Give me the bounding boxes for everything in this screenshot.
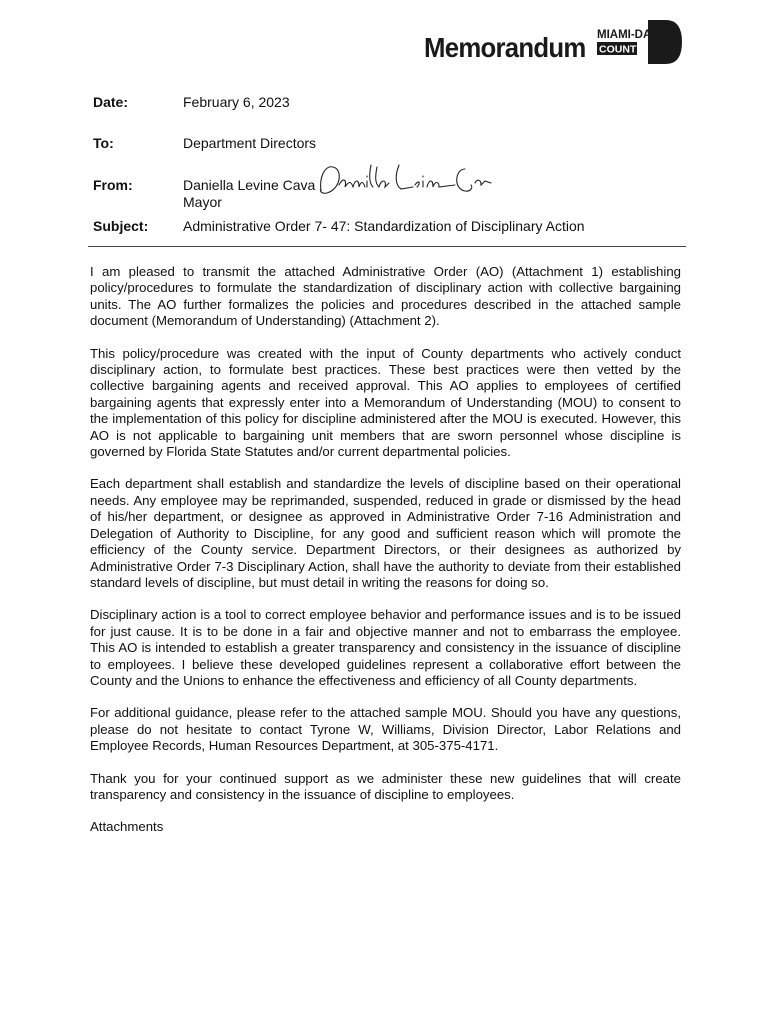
body-paragraph-5: For additional guidance, please refer to the attached sample MOU. Should you have any questions, please do not hesitate to contact Tyrone W, Williams, Division Director, Labor Relations and Employee Records, Human Resources Department, at 305-375-4171.: [90, 705, 681, 754]
body-paragraph-1: I am pleased to transmit the attached Administrative Order (AO) (Attachment 1) establishing policy/procedures to formulate the standardization of disciplinary action with collective bargaining units. The AO further formalizes the policies and procedures described in the attached sample document (Memorandum of Understanding) (Attachment 2).: [90, 264, 681, 329]
header-divider: [88, 246, 686, 247]
date-value: February 6, 2023: [183, 94, 290, 110]
from-title: Mayor: [183, 194, 222, 210]
miami-dade-county-logo: [596, 18, 684, 66]
date-label: Date:: [93, 94, 129, 110]
subject-value: Administrative Order 7- 47: Standardization of Disciplinary Action: [183, 218, 585, 234]
body-paragraph-2: This policy/procedure was created with the input of County departments who actively conduct disciplinary action, to formulate best practices. These best practices were then vetted by the collective bargaining agents and received approval. This AO applies to employees of certified bargaining agents that expressly enter into a Memorandum of Understanding (MOU) to consent to the implementation of this policy for discipline administered after the MOU is executed. However, this AO is not applicable to bargaining unit members that are sworn personnel whose discipline is governed by Florida State Statutes and/or current departmental policies.: [90, 345, 681, 460]
logo-line2-text: COUNTY: [599, 43, 644, 56]
to-value: Department Directors: [183, 135, 317, 151]
body-paragraph-4: Disciplinary action is a tool to correct employee behavior and performance issues and is to be issued for just cause. It is to be done in a fair and objective manner and not to embarrass the employee. This AO is intended to establish a greater transparency and consistency in the issuance of discipline to employees. I believe these developed guidelines represent a collaborative effort between the County and the Unions to enhance the effectiveness and efficiency of all County departments.: [90, 607, 681, 688]
memo-body: [90, 264, 681, 852]
body-paragraph-3: Each department shall establish and standardize the levels of discipline based on their operational needs. Any employee may be reprimanded, suspended, reduced in grade or dismissed by the head of his/her department, or designee as approved in Administrative Order 7-16 Administration and Delegation of Authority to Discipline, for any good and sufficient reason which will promote the efficiency of the County service. Department Directors, or their designees as authorized by Administrative Order 7-3 Disciplinary Action, shall have the authority to deviate from their established standard levels of discipline, but must detail in writing the reasons for doing so.: [90, 476, 681, 590]
body-paragraph-6: Thank you for your continued support as we administer these new guidelines that will create transparency and consistency in the issuance of discipline to employees.: [90, 770, 681, 802]
from-label: From:: [93, 177, 133, 193]
subject-label: Subject:: [93, 218, 149, 234]
to-label: To:: [93, 135, 114, 151]
handwritten-signature: [315, 159, 495, 201]
attachments-label: Attachments: [90, 819, 164, 835]
signature-image: [315, 159, 495, 201]
logo-line1-text: MIAMI-DADE: [597, 29, 668, 41]
from-name: Daniella Levine Cava: [183, 177, 316, 193]
masthead: [424, 18, 684, 68]
logo-graphic: [596, 18, 684, 66]
memorandum-title: Memorandum: [424, 32, 586, 63]
